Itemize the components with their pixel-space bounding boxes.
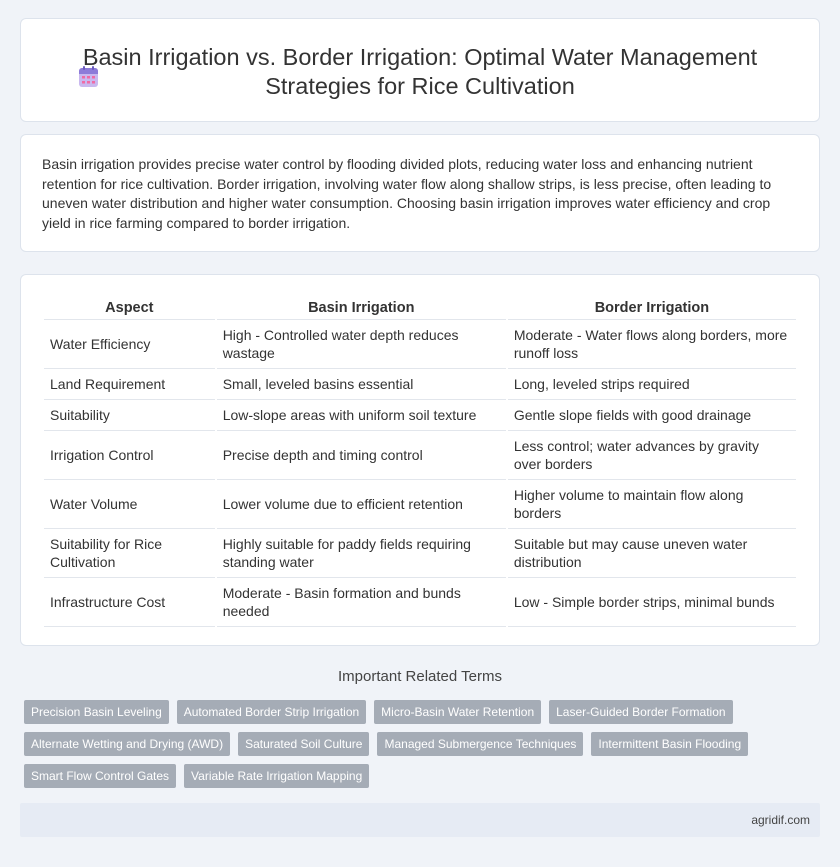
table-cell: Gentle slope fields with good drainage	[508, 400, 796, 431]
table-cell: Suitability	[44, 400, 215, 431]
related-term-tag[interactable]: Variable Rate Irrigation Mapping	[184, 764, 369, 788]
table-cell: Highly suitable for paddy fields requiring standing water	[217, 529, 506, 578]
related-term-tag[interactable]: Precision Basin Leveling	[24, 700, 169, 724]
table-row	[44, 480, 796, 529]
header-aspect: Aspect	[44, 294, 215, 320]
related-term-tag[interactable]: Managed Submergence Techniques	[377, 732, 583, 756]
table-header-row	[44, 294, 796, 320]
related-terms-title: Important Related Terms	[338, 668, 502, 685]
table-cell: Water Volume	[44, 480, 215, 529]
page-title: Basin Irrigation vs. Border Irrigation: Optimal Water Management Strategies for Rice Cultivation	[82, 44, 758, 99]
table-cell: Lower volume due to efficient retention	[217, 480, 506, 529]
table-row	[44, 529, 796, 578]
comparison-table-card	[20, 274, 820, 646]
related-term-tag[interactable]: Alternate Wetting and Drying (AWD)	[24, 732, 230, 756]
table-cell: Low - Simple border strips, minimal bunds	[508, 578, 796, 627]
table-cell: Long, leveled strips required	[508, 369, 796, 400]
table-cell: Low-slope areas with uniform soil texture	[217, 400, 506, 431]
table-cell: Higher volume to maintain flow along borders	[508, 480, 796, 529]
table-row	[44, 369, 796, 400]
header-basin: Basin Irrigation	[217, 294, 506, 320]
table-cell: Moderate - Basin formation and bunds needed	[217, 578, 506, 627]
related-term-tag[interactable]: Laser-Guided Border Formation	[549, 700, 732, 724]
related-term-tag[interactable]: Micro-Basin Water Retention	[374, 700, 541, 724]
table-cell: Moderate - Water flows along borders, more runoff loss	[508, 320, 796, 369]
related-term-tag[interactable]: Automated Border Strip Irrigation	[177, 700, 366, 724]
table-row	[44, 431, 796, 480]
summary-text: Basin irrigation provides precise water control by flooding divided plots, reducing water loss and enhancing nutrient retention for rice cultivation. Border irrigation, involving water flow along shallow strips, is less precise, often leading to uneven water distribution and higher water consumption. Choosing basin irrigation improves water efficiency and crop yield in rice farming compared to border irrigation.	[42, 156, 772, 231]
table-cell: Land Requirement	[44, 369, 215, 400]
table-cell: Infrastructure Cost	[44, 578, 215, 627]
table-cell: Water Efficiency	[44, 320, 215, 369]
related-term-tag[interactable]: Smart Flow Control Gates	[24, 764, 176, 788]
table-cell: High - Controlled water depth reduces wastage	[217, 320, 506, 369]
related-term-tag[interactable]: Intermittent Basin Flooding	[591, 732, 748, 756]
table-row	[44, 320, 796, 369]
comparison-table	[42, 294, 798, 627]
summary-card	[20, 134, 820, 252]
footer	[20, 803, 820, 837]
table-row	[44, 578, 796, 627]
table-cell: Small, leveled basins essential	[217, 369, 506, 400]
table-row	[44, 400, 796, 431]
related-terms-list	[24, 700, 814, 796]
table-cell: Irrigation Control	[44, 431, 215, 480]
table-cell: Suitability for Rice Cultivation	[44, 529, 215, 578]
header-border: Border Irrigation	[508, 294, 796, 320]
related-term-tag[interactable]: Saturated Soil Culture	[238, 732, 369, 756]
table-cell: Less control; water advances by gravity over borders	[508, 431, 796, 480]
footer-site[interactable]: agridif.com	[751, 813, 810, 827]
table-cell: Suitable but may cause uneven water distribution	[508, 529, 796, 578]
table-cell: Precise depth and timing control	[217, 431, 506, 480]
title-card	[20, 18, 820, 122]
